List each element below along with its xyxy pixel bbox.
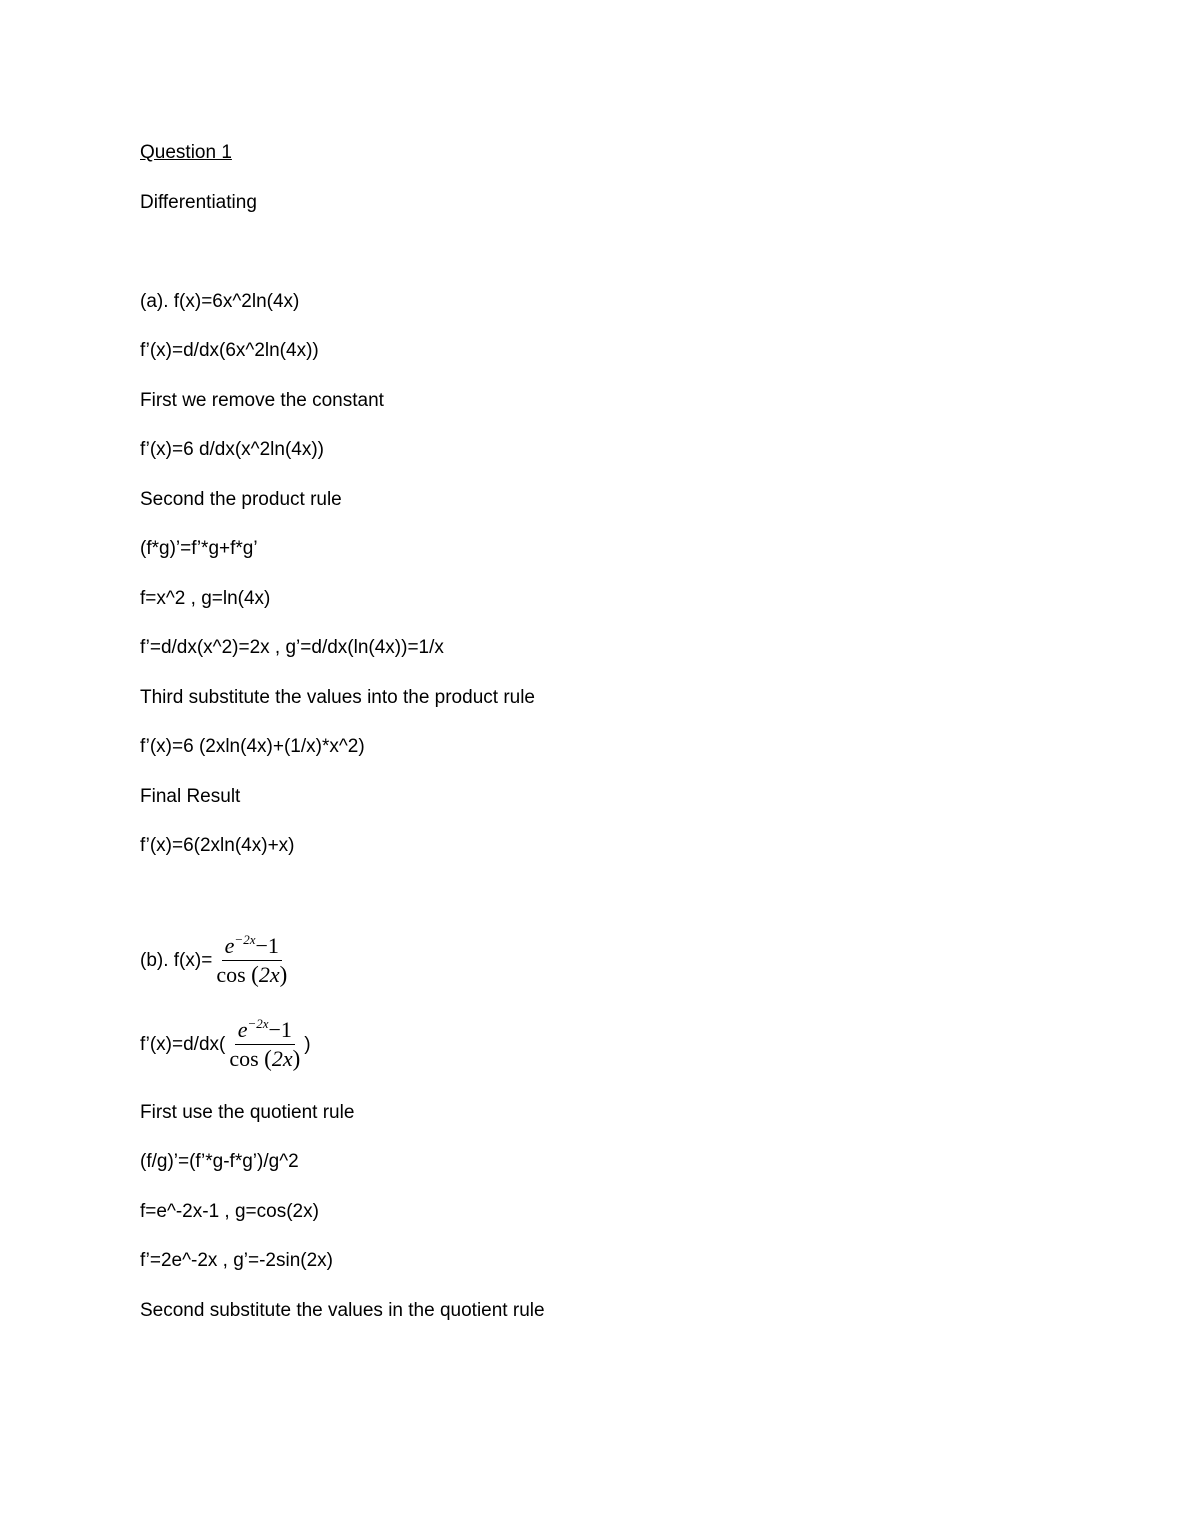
fraction-numerator	[222, 933, 282, 961]
numerator-base: e	[224, 933, 235, 958]
part-a-step-7: f’=d/dx(x^2)=2x , g’=d/dx(ln(4x))=1/x	[140, 637, 444, 658]
denominator-paren-close: )	[292, 1046, 301, 1071]
denominator-paren-open: (	[251, 962, 259, 987]
numerator-rest: −1	[255, 933, 279, 958]
part-b-step-4: f’=2e^-2x , g’=-2sin(2x)	[140, 1250, 334, 1271]
part-b-derivative-suffix: )	[304, 1033, 311, 1055]
part-a-step-6: f=x^2 , g=ln(4x)	[140, 588, 271, 609]
fraction-numerator	[235, 1017, 295, 1045]
denominator-func: cos	[216, 962, 246, 987]
part-b-step-1: First use the quotient rule	[140, 1102, 355, 1123]
part-a-statement: (a). f(x)=6x^2ln(4x)	[140, 291, 300, 312]
part-a-step-4: Second the product rule	[140, 489, 342, 510]
part-b-statement-prefix: (b). f(x)=	[140, 949, 213, 971]
part-b-step-2: (f/g)’=(f’*g-f*g’)/g^2	[140, 1151, 299, 1172]
part-b-step-3: f=e^-2x-1 , g=cos(2x)	[140, 1201, 319, 1222]
part-a-step-5: (f*g)’=f’*g+f*g’	[140, 538, 258, 559]
intro-text: Differentiating	[140, 192, 257, 213]
part-a-step-8: Third substitute the values into the product rule	[140, 687, 536, 708]
part-a-step-1: f’(x)=d/dx(6x^2ln(4x))	[140, 340, 319, 361]
question-heading: Question 1	[140, 142, 232, 163]
part-b-derivative-prefix: f’(x)=d/dx(	[140, 1033, 226, 1055]
denominator-paren-open: (	[264, 1046, 272, 1071]
part-a-step-3: f’(x)=6 d/dx(x^2ln(4x))	[140, 439, 324, 460]
part-b-statement	[140, 933, 291, 988]
part-b-step-5: Second substitute the values in the quotient rule	[140, 1300, 545, 1321]
numerator-exponent: −2x	[247, 1016, 269, 1031]
part-b-derivative-fraction	[226, 1017, 303, 1072]
denominator-arg: 2x	[271, 1046, 293, 1071]
part-b-fraction	[213, 933, 290, 988]
numerator-rest: −1	[268, 1017, 292, 1042]
part-a-step-10: Final Result	[140, 786, 241, 807]
part-a-step-9: f’(x)=6 (2xln(4x)+(1/x)*x^2)	[140, 736, 365, 757]
denominator-arg: 2x	[258, 962, 280, 987]
part-b-derivative	[140, 1017, 311, 1072]
denominator-paren-close: )	[279, 962, 288, 987]
denominator-func: cos	[229, 1046, 259, 1071]
part-a-step-2: First we remove the constant	[140, 390, 384, 411]
part-a-step-11: f’(x)=6(2xln(4x)+x)	[140, 835, 295, 856]
numerator-base: e	[237, 1017, 248, 1042]
fraction-denominator	[226, 1045, 303, 1072]
fraction-denominator	[213, 961, 290, 988]
numerator-exponent: −2x	[234, 932, 256, 947]
